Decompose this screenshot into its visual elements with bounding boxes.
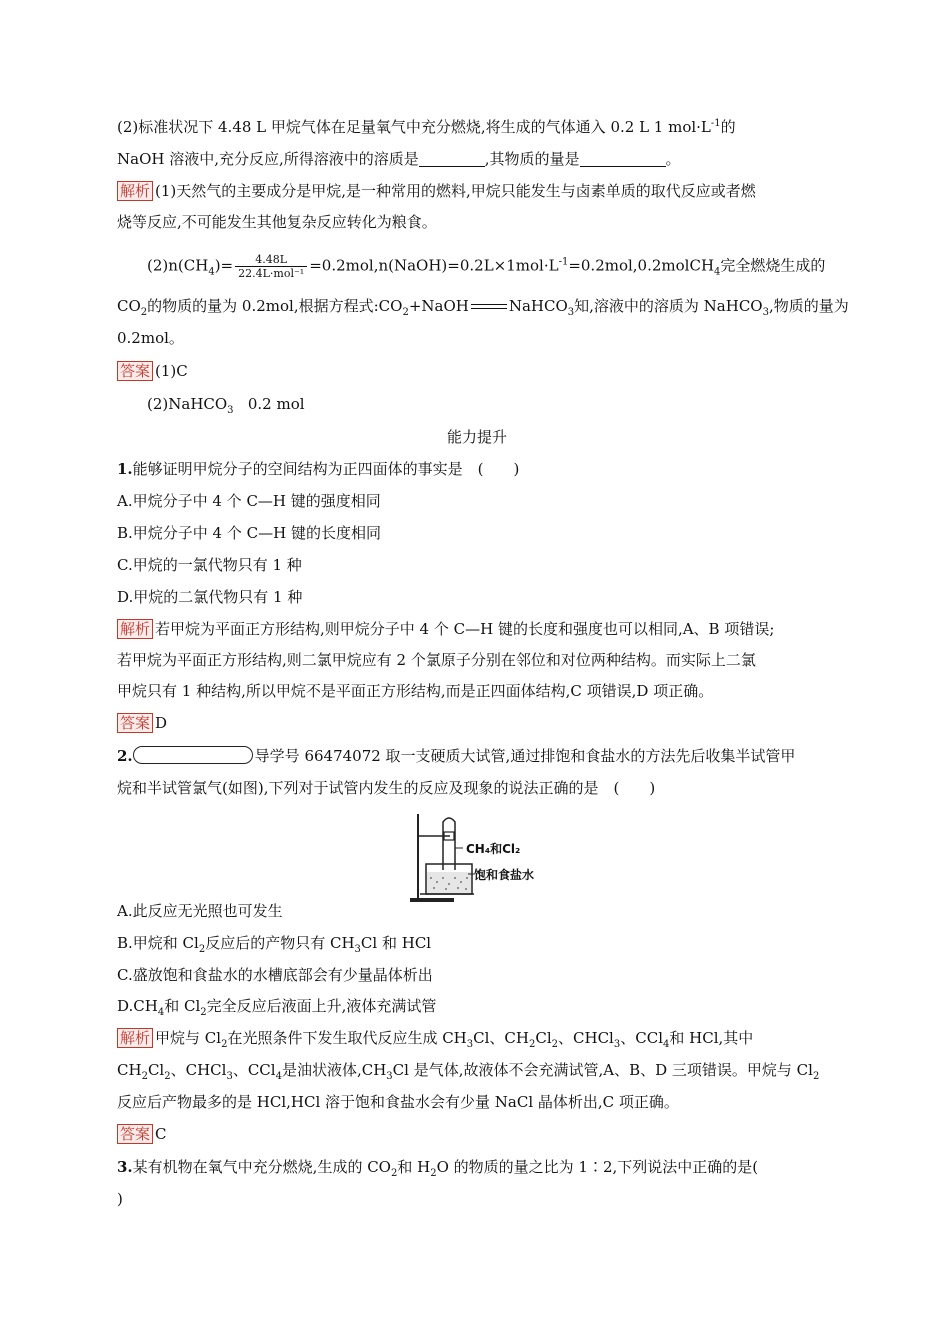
question-line: NaOH 溶液中,充分反应,所得溶液中的溶质是 ,其物质的量是 。 xyxy=(117,150,681,168)
analysis-formula-line: $(2)n(CH_4)=$ $\frac{4.48L}{\text{22.4L·mol⁻¹}}$ $=0.2mol,n(NaOH)=0.2L\times 1mol\cdot L^{-1}=0.2mol,0.2molCH_4$完全燃烧生成的 xyxy=(147,253,826,280)
experiment-figure xyxy=(410,812,550,904)
figure-label-salt-water: 饱和食盐水 xyxy=(474,868,535,882)
analysis-line: 解析 若甲烷为平面正方形结构,则甲烷分子中 4 个 C—H 键的长度和强度也可以相同,A、B 项错误; xyxy=(117,618,774,640)
analysis-line: 0.2mol。 xyxy=(117,329,184,347)
guide-number-badge xyxy=(133,746,253,764)
fraction: $\frac{4.48L}{\text{22.4L·mol⁻¹}}$ xyxy=(235,253,307,280)
answer-blank[interactable] xyxy=(419,150,485,167)
question-line: (2)标准状况下 4.48 L 甲烷气体在足量氧气中充分燃烧,将生成的气体通入 0.2 L 1 $mol\cdot L^{-1}$的 xyxy=(117,118,736,136)
analysis-line: 若甲烷为平面正方形结构,则二氯甲烷应有 2 个氯原子分别在邻位和对位两种结构。而实际上二氯 xyxy=(117,651,756,669)
answer-line: 答案 C xyxy=(117,1123,167,1145)
analysis-line: 解析 (1)天然气的主要成分是甲烷,是一种常用的燃料,甲烷只能发生与卤素单质的取代反应或者燃 xyxy=(117,180,756,202)
analysis-line: 甲烷只有 1 种结构,所以甲烷不是平面正方形结构,而是正四面体结构,C 项错误,D 项正确。 xyxy=(117,682,714,700)
option-a[interactable]: A.此反应无光照也可发生 xyxy=(117,902,283,920)
analysis-line: $CH_2Cl_2$、CHCl$_3$、CCl$_4$是油状液体$,CH_3Cl$ 是气体,故液体不会充满试管,A、B、D 三项错误。甲烷与 $Cl_2$ xyxy=(117,1061,820,1082)
answer-tag: 答案 xyxy=(117,713,153,733)
answer-line: 答案 D xyxy=(117,712,167,734)
question-stem: ) xyxy=(117,1190,123,1208)
analysis-line: 反应后产物最多的是 HCl,HCl 溶于饱和食盐水会有少量 NaCl 晶体析出,C 项正确。 xyxy=(117,1093,679,1111)
analysis-line: 解析 甲烷与 $Cl_2$在光照条件下发生取代反应生成 $CH_3Cl$、$CH_2Cl_2$、CHCl$_3$、CCl$_4$和 HCl,其中 xyxy=(117,1027,753,1049)
option-c[interactable]: C.甲烷的一氯代物只有 1 种 xyxy=(117,556,302,574)
option-b[interactable]: B.甲烷分子中 4 个 C—H 键的长度相同 xyxy=(117,524,381,542)
test-tube-diagram xyxy=(410,812,550,904)
option-d[interactable]: $D.CH_4$和 $Cl_2$完全反应后液面上升,液体充满试管 xyxy=(117,997,437,1018)
answer-tag: 答案 xyxy=(117,361,153,381)
analysis-tag: 解析 xyxy=(117,619,153,639)
analysis-tag: 解析 xyxy=(117,181,153,201)
section-title: 能力提升 xyxy=(446,428,507,446)
answer-line: 答案 (1)C xyxy=(117,360,188,382)
option-d[interactable]: D.甲烷的二氯代物只有 1 种 xyxy=(117,588,303,606)
question-stem: 3.某有机物在氧气中充分燃烧,生成的 $CO_2$和 $H_2O$ 的物质的量之比为 1∶2,下列说法中正确的是( xyxy=(117,1158,759,1179)
analysis-line: 烧等反应,不可能发生其他复杂反应转化为粮食。 xyxy=(117,213,437,231)
option-c[interactable]: C.盛放饱和食盐水的水槽底部会有少量晶体析出 xyxy=(117,966,433,984)
analysis-tag: 解析 xyxy=(117,1028,153,1048)
analysis-line: $CO_2$的物质的量为 0.2mol,根据方程式$:CO_2+NaOH$ NaHCO$_3$知,溶液中的溶质为 NaHCO$_3$,物质的量为 xyxy=(117,297,849,318)
question-stem: 1.能够证明甲烷分子的空间结构为正四面体的事实是 ( ) xyxy=(117,460,520,478)
option-b[interactable]: B.甲烷和 $Cl_2$反应后的产物只有 $CH_3Cl$ 和 HCl xyxy=(117,934,432,955)
question-stem: 烷和半试管氯气(如图),下列对于试管内发生的反应及现象的说法正确的是 ( ) xyxy=(117,779,656,797)
answer-blank[interactable] xyxy=(580,150,666,167)
figure-label-gas: CH₄和Cl₂ xyxy=(466,842,521,856)
answer-line: (2)NaHCO$_3$ 0.2 mol xyxy=(147,395,305,416)
question-stem: 2. 导学号 66474072 取一支硬质大试管,通过排饱和食盐水的方法先后收集半试管甲 xyxy=(117,747,796,765)
equals-sign xyxy=(469,302,509,312)
answer-tag: 答案 xyxy=(117,1124,153,1144)
option-a[interactable]: A.甲烷分子中 4 个 C—H 键的强度相同 xyxy=(117,492,381,510)
